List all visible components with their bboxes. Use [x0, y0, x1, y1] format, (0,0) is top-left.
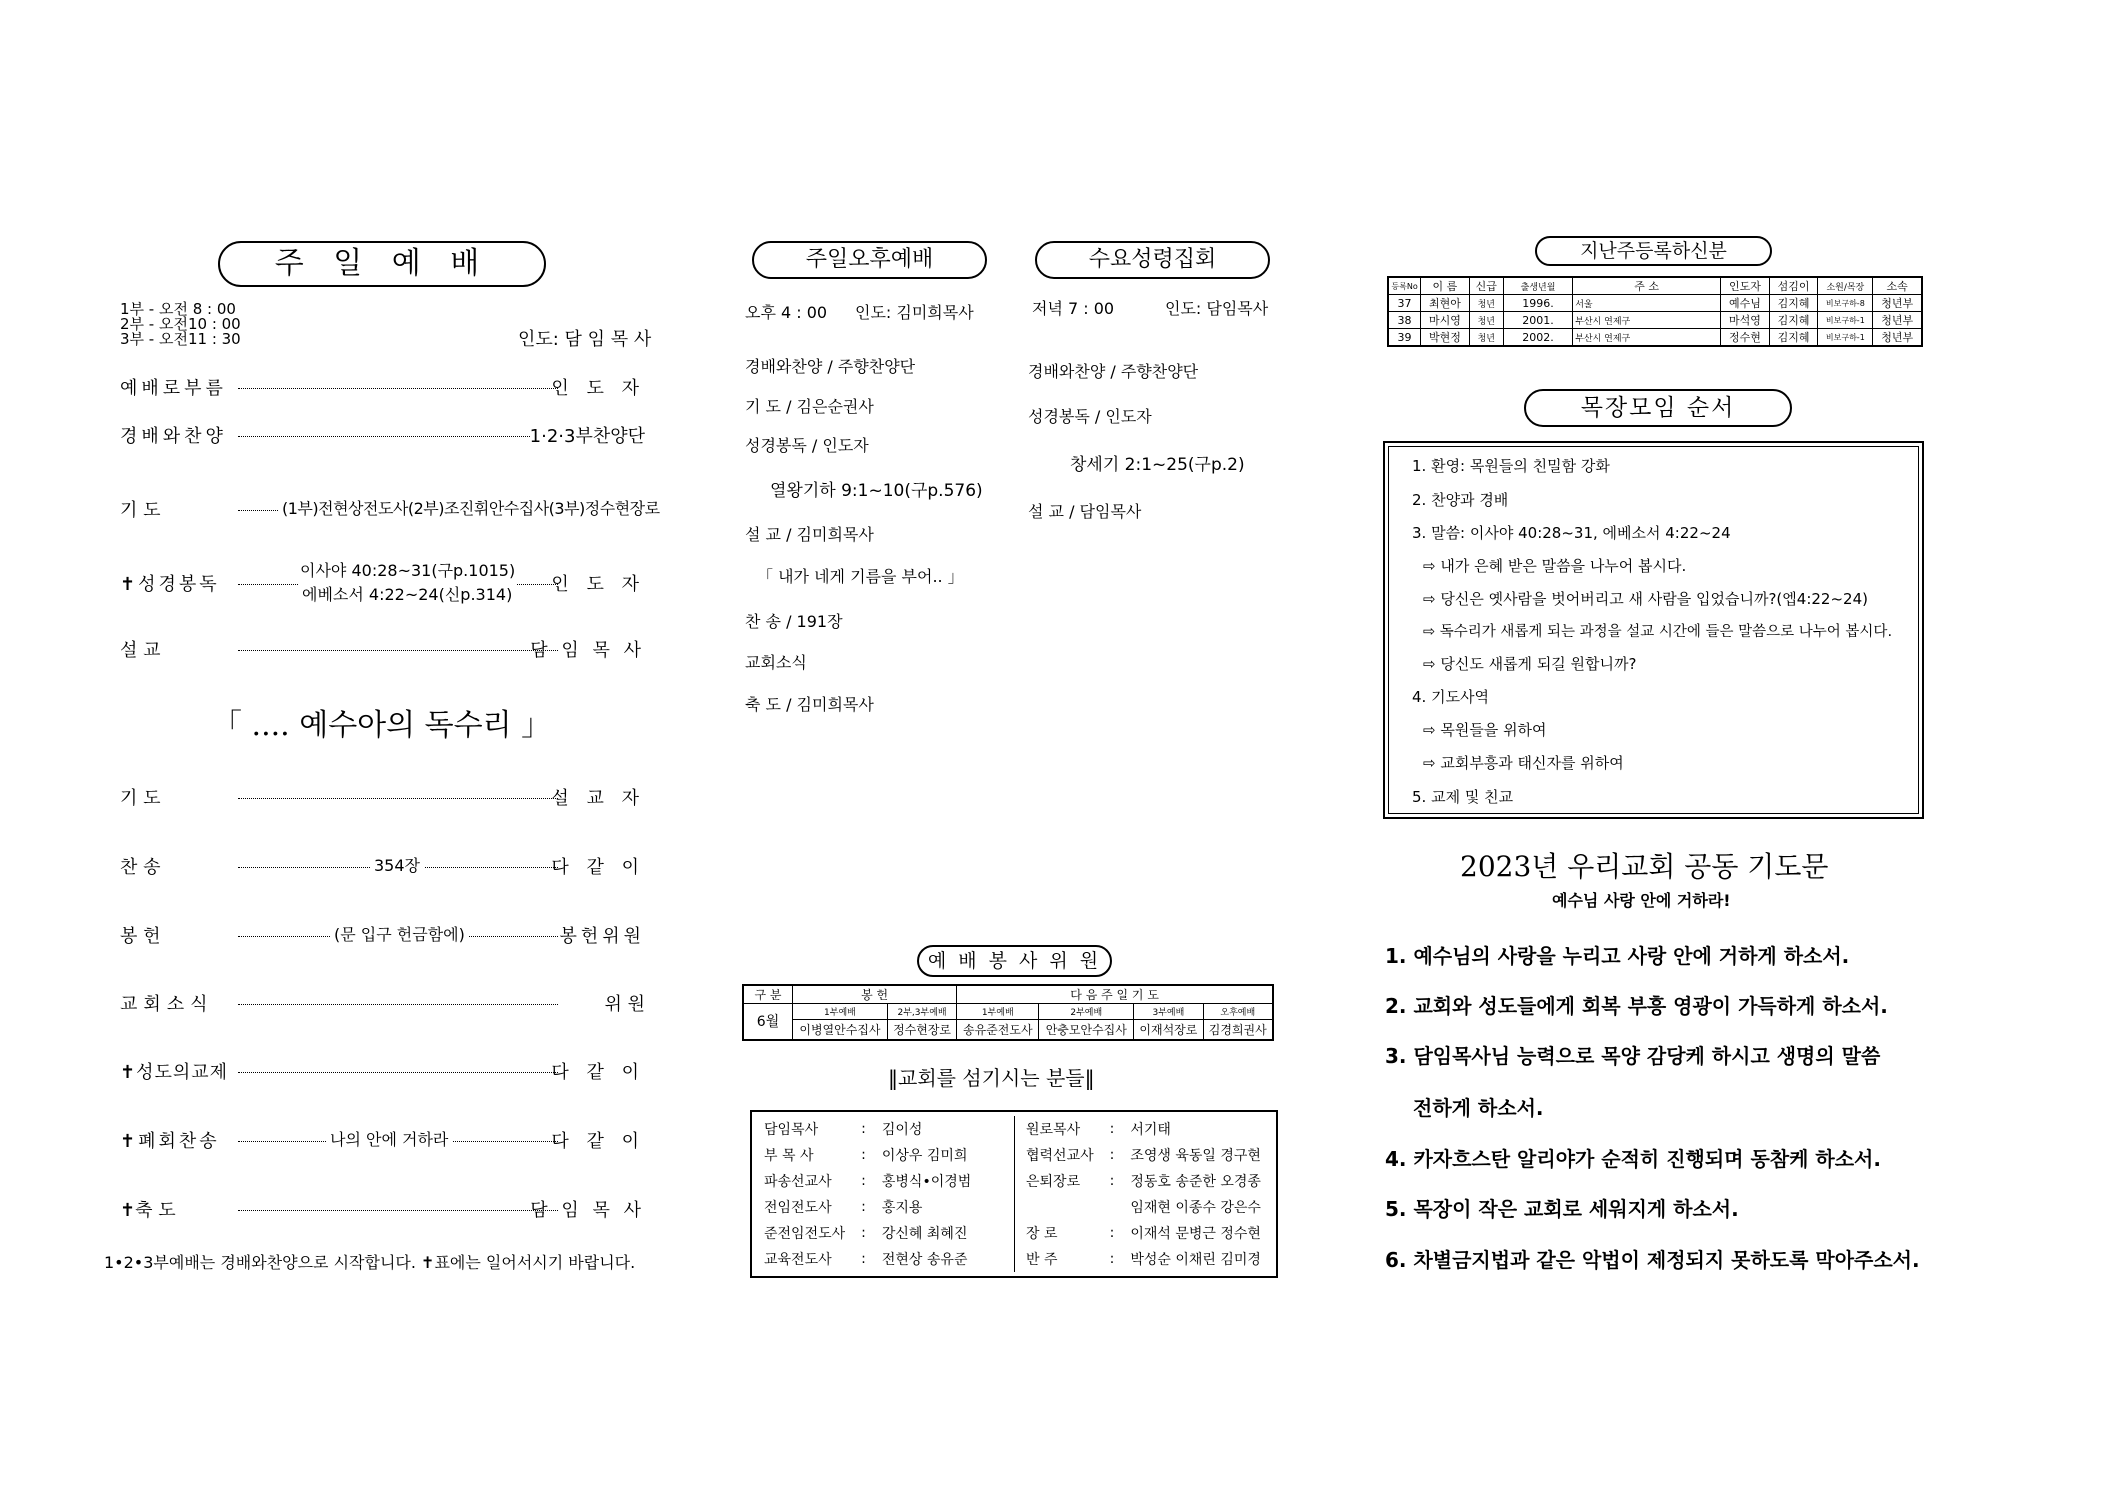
order-label: 경배와찬양 — [120, 426, 227, 447]
order-label: ✝성도의교제 — [120, 1062, 229, 1083]
header-cell: 인도자 — [1721, 277, 1770, 295]
staff-role: 원로목사 — [1026, 1122, 1081, 1138]
staff-row: 장 로 : 이재석 문병근 정수현 — [1018, 1220, 1269, 1246]
wednesday-line: 성경봉독 / 인도자 — [1028, 407, 1152, 426]
cell-subitem: ⇨ 교회부흥과 태신자를 위하여 — [1423, 754, 1624, 772]
committee-name: 이재석장로 — [1134, 1020, 1203, 1040]
afternoon-service-title: 주일오후예배 — [752, 241, 987, 279]
staff-role: 장 로 — [1026, 1226, 1058, 1242]
header-cell: 소원/목장 — [1818, 277, 1873, 295]
newcomers-table — [1387, 276, 1923, 347]
afternoon-line: 찬 송 / 191장 — [745, 612, 843, 631]
header-cell: 출생년월 — [1503, 277, 1572, 295]
header-next-prayer: 다 음 주 일 기 도 — [957, 985, 1273, 1004]
staff-role: 교육전도사 — [764, 1252, 832, 1268]
committee-name: 이병열안수집사 — [793, 1020, 888, 1040]
staff-row: 파송선교사 : 홍병식•이경범 — [756, 1168, 979, 1194]
newcomer-row: 37 최현아 청년 1996. 서울 예수님 김지혜 비보구하-8 청년부 — [1388, 295, 1922, 312]
sub-header: 1부예배 — [957, 1004, 1039, 1020]
sermon-title: 「 .... 예수아의 독수리 」 — [212, 708, 552, 743]
staff-role: 파송선교사 — [764, 1174, 832, 1190]
order-label: 기 도 — [120, 500, 161, 521]
cell-subitem: ⇨ 목원들을 위하여 — [1423, 721, 1547, 739]
wednesday-line: 경배와찬양 / 주향찬양단 — [1028, 362, 1199, 381]
order-praise — [120, 422, 645, 450]
staff-box — [750, 1110, 1278, 1278]
staff-row: 반 주 : 박성순 이채린 김미경 — [1018, 1246, 1269, 1272]
order-right: 담 임 목 사 — [530, 640, 645, 661]
newcomer-row: 39 박현정 청년 2002. 부산시 연제구 정수현 김지혜 비보구하-1 청년부 — [1388, 329, 1922, 347]
prayer-title: 2023년 우리교회 공동 기도문 — [1460, 850, 1829, 883]
staff-names: 홍지용 — [881, 1200, 923, 1216]
staff-role: 부 목 사 — [764, 1148, 814, 1164]
staff-role: 준전임전도사 — [764, 1226, 846, 1242]
afternoon-line: 교회소식 — [745, 653, 807, 672]
sub-header: 오후예배 — [1203, 1004, 1273, 1020]
staff-row — [1018, 1194, 1269, 1220]
staff-names: 홍병식•이경범 — [881, 1174, 972, 1190]
header-cell: 섬김이 — [1769, 277, 1818, 295]
prayer-item: 전하게 하소서. — [1413, 1096, 1544, 1120]
order-prayer — [120, 496, 660, 524]
staff-role: 은퇴장로 — [1026, 1174, 1081, 1190]
staff-row: 원로목사 : 서기태 — [1018, 1116, 1269, 1142]
service-committee-title: 예 배 봉 사 위 원 — [917, 945, 1112, 977]
order-right: 설 교 자 — [551, 788, 645, 809]
prayer-item: 2. 교회와 성도들에게 회복 부흥 영광이 가득하게 하소서. — [1385, 994, 1888, 1018]
staff-row: 교육전도사 : 전현상 송유준 — [756, 1246, 979, 1272]
prayer-item: 6. 차별금지법과 같은 악법이 제정되지 못하도록 막아주소서. — [1385, 1248, 1920, 1272]
cell-item: 2. 찬양과 경배 — [1412, 491, 1509, 509]
afternoon-line: 축 도 / 김미희목사 — [745, 695, 874, 714]
order-right: 인 도 자 — [551, 378, 645, 399]
staff-row: 전임전도사 : 홍지용 — [756, 1194, 979, 1220]
order-label: ✝축 도 — [120, 1200, 176, 1221]
afternoon-line: 「 내가 네게 기름을 부어.. 」 — [757, 567, 964, 586]
order-mid: 354장 — [370, 853, 424, 876]
order-scripture — [120, 558, 645, 610]
staff-role: 협력선교사 — [1026, 1148, 1094, 1164]
header-cell: 주 소 — [1573, 277, 1721, 295]
order-call-to-worship — [120, 374, 645, 402]
sub-header: 2부예배 — [1039, 1004, 1134, 1020]
header-cell: 등록No — [1388, 277, 1421, 295]
order-hymn — [120, 853, 645, 881]
staff-names: 전현상 송유준 — [881, 1252, 968, 1268]
afternoon-line: 기 도 / 김은순권사 — [745, 397, 874, 416]
order-sermon — [120, 636, 645, 664]
afternoon-line: 설 교 / 김미희목사 — [745, 525, 874, 544]
staff-title: ‖교회를 섬기시는 분들‖ — [888, 1066, 1095, 1090]
order-benediction — [120, 1196, 645, 1224]
staff-role: 반 주 — [1026, 1252, 1058, 1268]
staff-role — [1018, 1194, 1102, 1220]
committee-name: 정수현장로 — [887, 1020, 956, 1040]
cell-item: 1. 환영: 목원들의 친밀함 강화 — [1412, 457, 1610, 475]
prayer-item: 5. 목장이 작은 교회로 세워지게 하소서. — [1385, 1197, 1739, 1221]
order-news — [120, 990, 645, 1018]
wednesday-leader: 인도: 담임목사 — [1165, 299, 1269, 318]
staff-row: 담임목사 : 김이성 — [756, 1116, 979, 1142]
wednesday-time: 저녁 7 : 00 — [1032, 299, 1115, 318]
sunday-leader: 인도: 담 임 목 사 — [518, 329, 652, 350]
order-right: 봉헌위원 — [559, 926, 645, 947]
staff-row: 협력선교사 : 조영생 육동일 경구현 — [1018, 1142, 1269, 1168]
order-right: 1·2·3부찬양단 — [529, 426, 645, 447]
sub-header: 2부,3부예배 — [887, 1004, 956, 1020]
order-label: 예배로부름 — [120, 378, 227, 399]
staff-names: 강신혜 최혜진 — [881, 1226, 968, 1242]
order-label: 찬 송 — [120, 857, 161, 878]
service-time-2: 2부 - 오전10 : 00 — [120, 315, 241, 333]
cell-item: 5. 교제 및 친교 — [1412, 788, 1514, 806]
order-label: 봉 헌 — [120, 926, 161, 947]
order-mid: (1부)전현상전도사(2부)조진휘안수집사(3부)정수현장로 — [278, 496, 664, 519]
order-mid: (문 입구 헌금함에) — [330, 922, 469, 945]
order-label: 교회소식 — [120, 994, 214, 1015]
committee-name: 안충모안수집사 — [1039, 1020, 1134, 1040]
cell-item: 3. 말씀: 이사야 40:28~31, 에베소서 4:22~24 — [1412, 524, 1731, 542]
afternoon-time: 오후 4 : 00 — [745, 303, 828, 322]
order-right: 다 같 이 — [551, 1062, 645, 1083]
staff-names: 이재석 문병근 정수현 — [1130, 1226, 1261, 1242]
sunday-service-title: 주 일 예 배 — [218, 241, 546, 287]
header-cell: 이 름 — [1421, 277, 1470, 295]
afternoon-line: 경배와찬양 / 주향찬양단 — [745, 357, 916, 376]
order-prayer-2 — [120, 784, 645, 812]
afternoon-line: 성경봉독 / 인도자 — [745, 436, 869, 455]
staff-names: 조영생 육동일 경구현 — [1130, 1148, 1261, 1164]
staff-role: 전임전도사 — [764, 1200, 832, 1216]
afternoon-leader: 인도: 김미희목사 — [855, 303, 974, 322]
order-right: 인 도 자 — [551, 574, 645, 595]
order-label: 설 교 — [120, 640, 161, 661]
staff-names: 정동호 송준한 오경종 — [1130, 1174, 1261, 1190]
cell-subitem: ⇨ 당신은 옛사람을 벗어버리고 새 사람을 입었습니까?(엡4:22~24) — [1423, 590, 1868, 608]
prayer-item: 1. 예수님의 사랑을 누리고 사랑 안에 거하게 하소서. — [1385, 944, 1850, 968]
cell-meeting-title: 목장모임 순서 — [1524, 389, 1792, 427]
wednesday-service-title: 수요성령집회 — [1035, 241, 1270, 279]
service-time-1: 1부 - 오전 8 : 00 — [120, 300, 236, 318]
cell-subitem: ⇨ 독수리가 새롭게 되는 과정을 설교 시간에 들은 말씀으로 나누어 봅시다. — [1423, 624, 1893, 640]
order-right: 다 같 이 — [551, 1131, 645, 1152]
order-fellowship — [120, 1058, 645, 1086]
prayer-subtitle: 예수님 사랑 안에 거하라! — [1552, 891, 1731, 910]
order-offering — [120, 922, 645, 950]
sub-header: 1부예배 — [793, 1004, 888, 1020]
sub-header: 3부예배 — [1134, 1004, 1203, 1020]
cell-item: 4. 기도사역 — [1412, 688, 1490, 706]
staff-names: 서기태 — [1130, 1122, 1171, 1138]
order-mid-1: 이사야 40:28~31(구p.1015) — [296, 558, 519, 581]
wednesday-line: 설 교 / 담임목사 — [1028, 502, 1142, 521]
staff-row: 은퇴장로 : 정동호 송준한 오경종 — [1018, 1168, 1269, 1194]
service-time-3: 3부 - 오전11 : 30 — [120, 330, 241, 348]
cell-subitem: ⇨ 내가 은혜 받은 말씀을 나누어 봅시다. — [1423, 557, 1687, 575]
header-cell: 신급 — [1469, 277, 1503, 295]
staff-row: 준전임전도사 : 강신혜 최혜진 — [756, 1220, 979, 1246]
staff-names: 임재현 이종수 강은수 — [1130, 1200, 1261, 1216]
order-label: ✝폐회찬송 — [120, 1131, 220, 1152]
order-right: 담 임 목 사 — [530, 1200, 645, 1221]
order-closing-hymn — [120, 1127, 645, 1155]
newcomers-header-row — [1388, 277, 1922, 295]
staff-names: 이상우 김미희 — [881, 1148, 968, 1164]
order-right: 위 원 — [604, 994, 645, 1015]
prayer-item: 3. 담임목사님 능력으로 목양 감당케 하시고 생명의 말씀 — [1385, 1044, 1881, 1068]
prayer-item: 4. 카자흐스탄 알리야가 순적히 진행되며 동참케 하소서. — [1385, 1147, 1881, 1171]
month-cell: 6월 — [743, 1004, 793, 1040]
staff-left-table — [756, 1116, 979, 1272]
committee-name: 송유준전도사 — [957, 1020, 1039, 1040]
staff-role: 담임목사 — [764, 1122, 819, 1138]
header-cell: 소속 — [1873, 277, 1922, 295]
wednesday-line: 창세기 2:1~25(구p.2) — [1070, 455, 1245, 475]
header-offering: 봉 헌 — [793, 985, 957, 1004]
staff-names: 김이성 — [881, 1122, 923, 1138]
order-right: 다 같 이 — [551, 857, 645, 878]
header-gubun: 구 분 — [743, 985, 793, 1004]
sunday-footer-note: 1•2•3부예배는 경배와찬양으로 시작합니다. ✝표에는 일어서시기 바랍니다. — [104, 1253, 636, 1272]
newcomers-title: 지난주등록하신분 — [1535, 236, 1772, 266]
staff-row: 부 목 사 : 이상우 김미희 — [756, 1142, 979, 1168]
committee-name: 김경희권사 — [1203, 1020, 1273, 1040]
order-label: 기 도 — [120, 788, 161, 809]
order-label: ✝성경봉독 — [120, 574, 220, 595]
service-committee-table — [742, 984, 1274, 1041]
order-mid: 나의 안에 거하라 — [326, 1127, 452, 1150]
staff-names: 박성순 이채린 김미경 — [1130, 1252, 1261, 1268]
newcomer-row: 38 마시영 청년 2001. 부산시 연제구 마석영 김지혜 비보구하-1 청년부 — [1388, 312, 1922, 329]
afternoon-line: 열왕기하 9:1~10(구p.576) — [770, 481, 983, 501]
cell-subitem: ⇨ 당신도 새롭게 되길 원합니까? — [1423, 655, 1637, 673]
order-mid-2: 에베소서 4:22~24(신p.314) — [298, 582, 516, 605]
staff-right-table — [1018, 1116, 1269, 1272]
